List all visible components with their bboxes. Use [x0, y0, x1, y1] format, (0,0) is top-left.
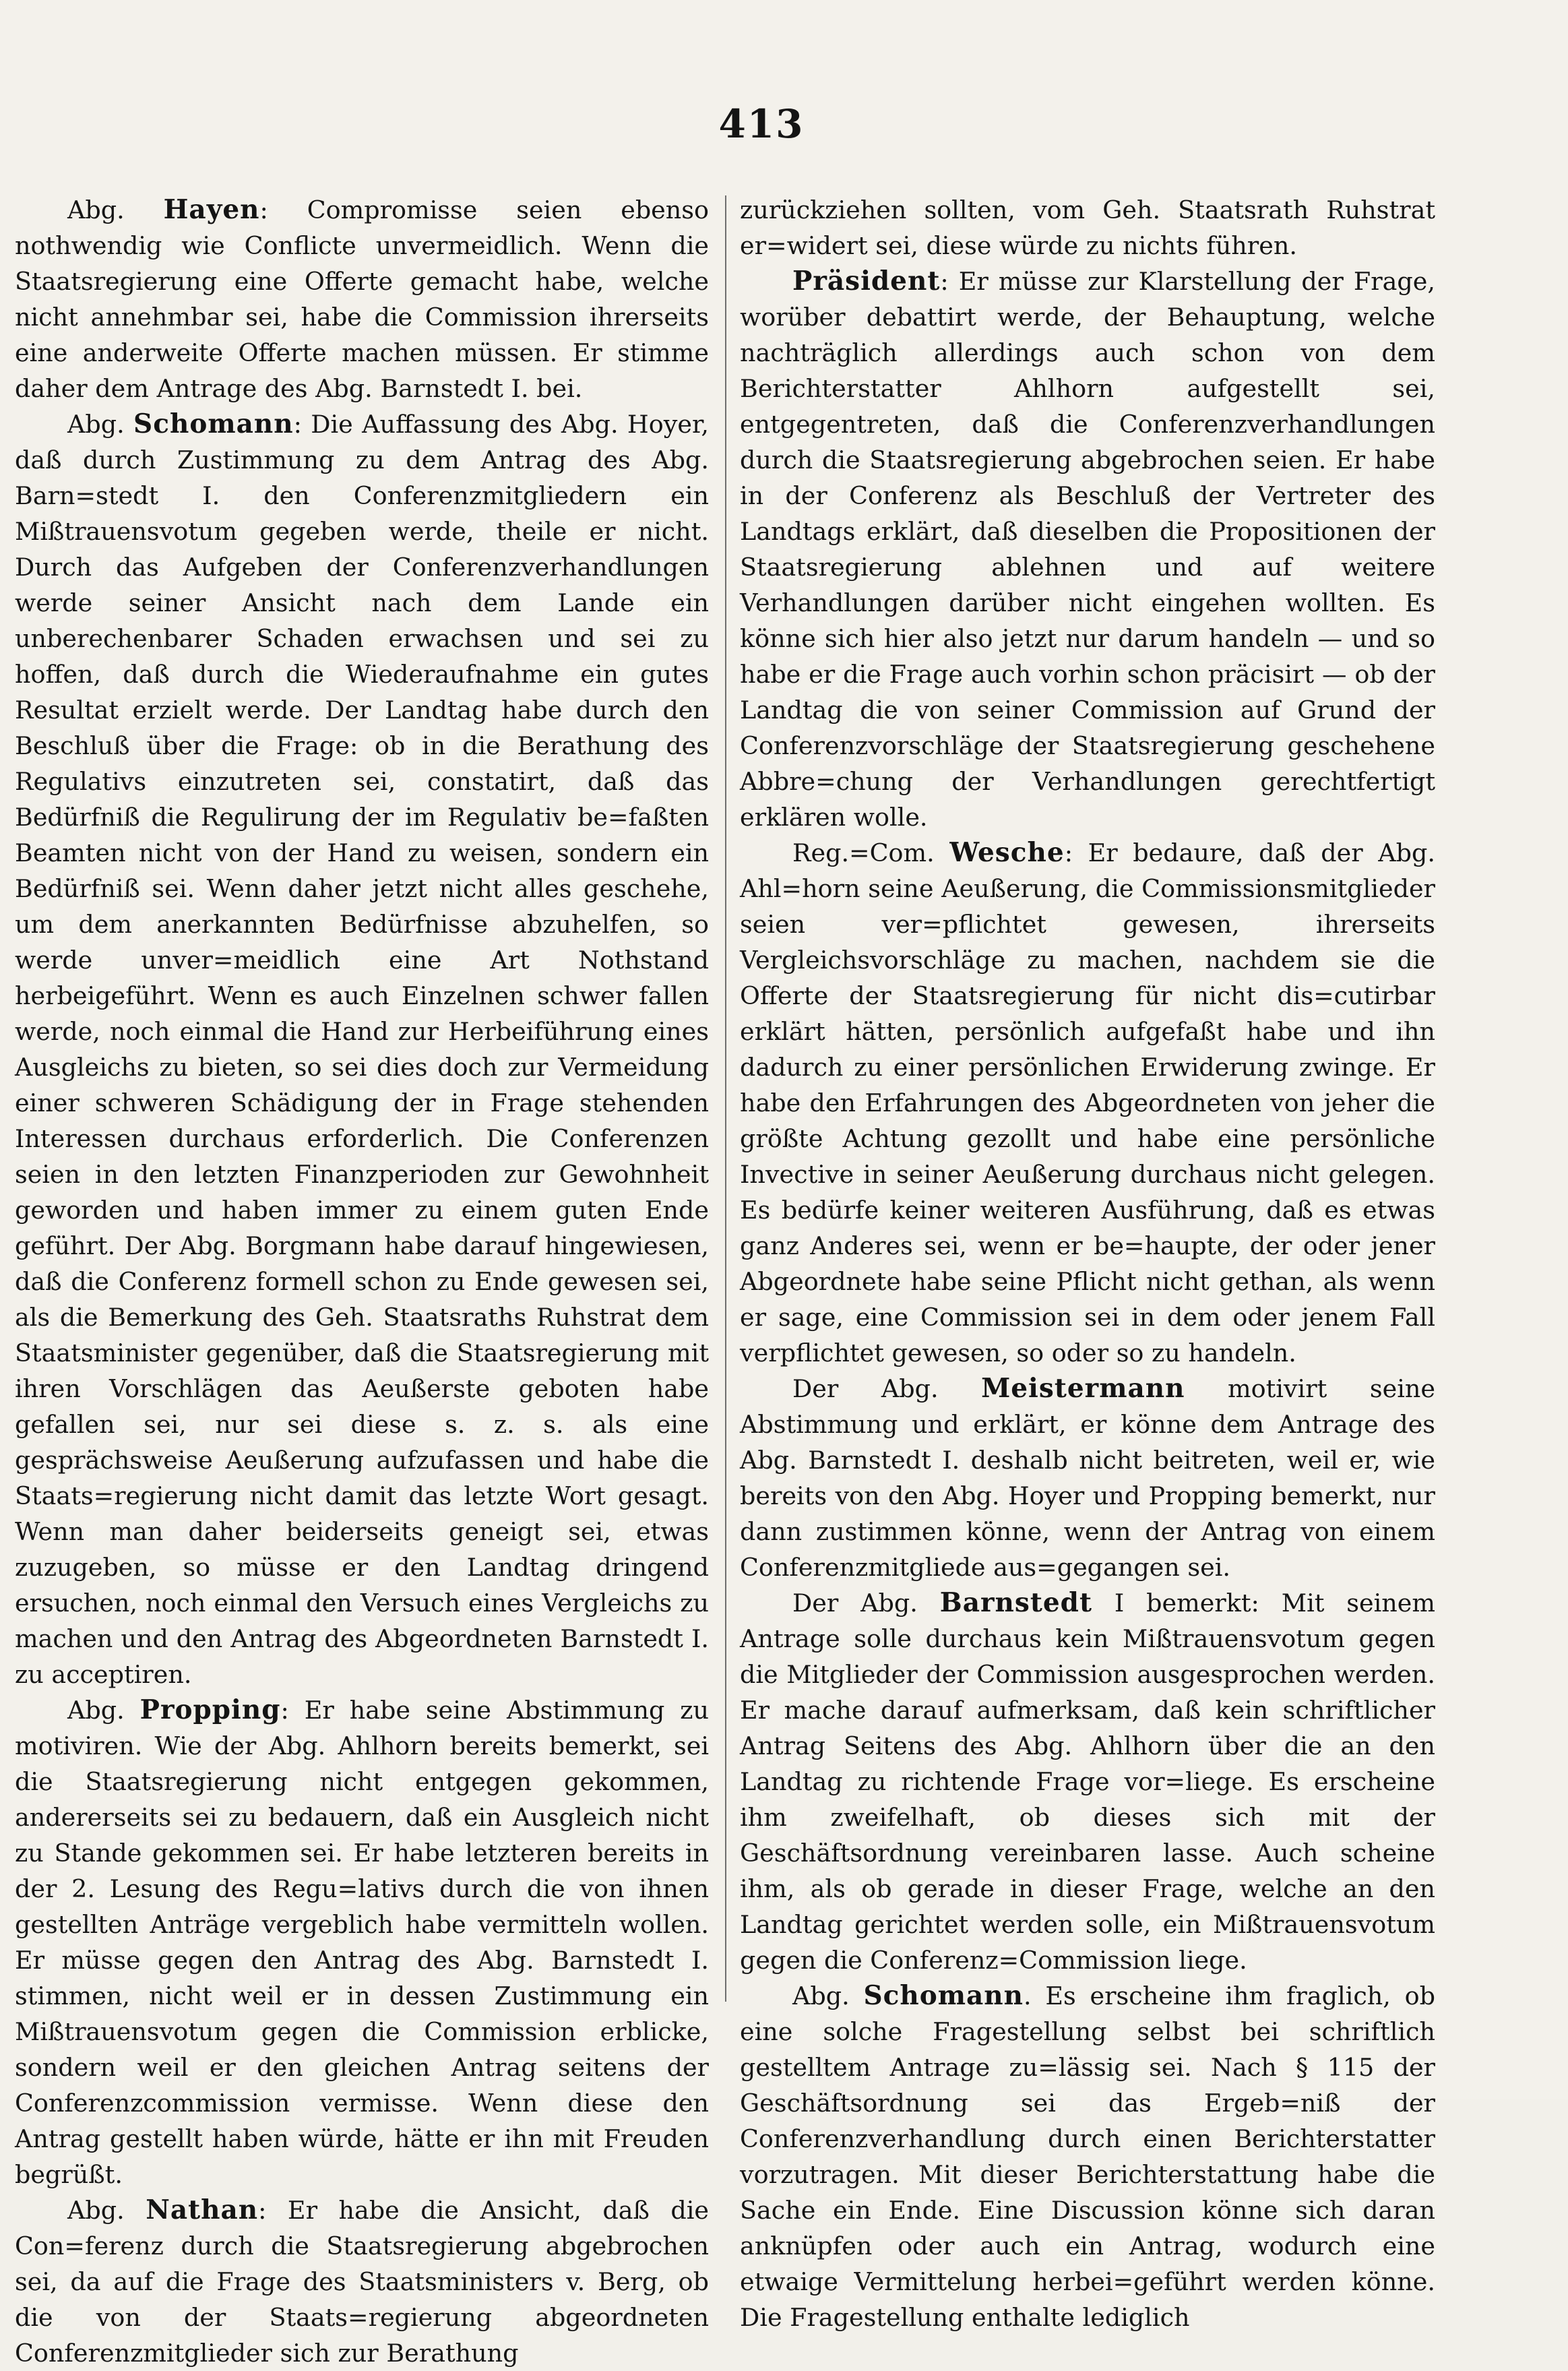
paragraph-text: : Er bedaure, daß der Abg. Ahl=horn seine Aeußerung, die Commissionsmitglieder seien ver=pflichtet gewesen, ihrerseits Vergleichsvorschläge zu machen, nachdem sie die Offerte der Staatsregierung für nicht dis=cutirbar erklärt hätten, persönlich aufgefaßt habe und ihn dadurch zu einer persönlichen Erwiderung zwinge. Er habe den Erfahrungen des Abgeordneten von jeher die größte Achtung gezollt und habe eine persönliche Invective in seiner Aeußerung durchaus nicht gelegen. Es bedürfe keiner weiteren Ausführung, daß es etwas ganz Anderes sei, wenn er be=haupte, der oder jener Abgeordnete habe seine Pflicht nicht gethan, als wenn er sage, eine Commission sei in dem oder jenem Fall verpflichtet gewesen, so oder so zu handeln. [740, 838, 1436, 1367]
speaker-prefix: Abg. [792, 1981, 864, 2010]
speaker-prefix: Abg. [67, 195, 164, 224]
paragraph-text: I bemerkt: Mit seinem Antrage solle durchaus kein Mißtrauensvotum gegen die Mitglieder der Commission ausgesprochen werden. Er mache darauf aufmerksam, daß kein schriftlicher Antrag Seitens des Abg. Ahlhorn über die an den Landtag zu richtende Frage vor=liege. Es erscheine ihm zweifelhaft, ob dieses sich mit der Geschäftsordnung vereinbaren lasse. Auch scheine ihm, als ob gerade in dieser Frage, welche an den Landtag gerichtet werden solle, ein Mißtrauensvotum gegen die Conferenz=Commission liege. [740, 1589, 1435, 1975]
paragraph-text: : Die Auffassung des Abg. Hoyer, daß durch Zustimmung zu dem Antrag des Abg. Barn=stedt I. den Conferenzmitgliedern ein Mißtrauensvotum gegeben werde, theile er nicht. Durch das Aufgeben der Conferenzverhandlungen werde seiner Ansicht nach dem Lande ein unberechenbarer Schaden erwachsen und sei zu hoffen, daß durch die Wiederaufnahme ein gutes Resultat erzielt werde. Der Landtag habe durch den Beschluß über die Frage: ob in die Berathung des Regulativs einzutreten sei, constatirt, daß das Bedürfniß die Regulirung der im Regulativ be=faßten Beamten nicht von der Hand zu weisen, sondern ein Bedürfniß sei. Wenn daher jetzt nicht alles geschehe, um dem anerkannten Bedürfnisse abzuhelfen, so werde unver=meidlich eine Art Nothstand herbeigeführt. Wenn es auch Einzelnen schwer fallen werde, noch einmal die Hand zur Herbeiführung eines Ausgleichs zu bieten, so sei dies doch zur Vermeidung einer schweren Schädigung der in Frage stehenden Interessen durchaus erforderlich. Die Conferenzen seien in den letzten Finanzperioden zur Gewohnheit geworden und haben immer zu einem guten Ende geführt. Der Abg. Borgmann habe darauf hingewiesen, daß die Conferenz formell schon zu Ende gewesen sei, als die Bemerkung des Geh. Staatsraths Ruhstrat dem Staatsminister gegenüber, daß die Staatsregierung mit ihren Vorschlägen das Aeußerste geboten habe gefallen sei, nur sei diese s. z. s. als eine gesprächsweise Aeußerung aufzufassen und habe die Staats=regierung nicht damit das letzte Wort gesagt. Wenn man daher beiderseits geneigt sei, etwas zuzugeben, so müsse er den Landtag dringend ersuchen, noch einmal den Versuch eines Vergleichs zu machen und den Antrag des Abgeordneten Barnstedt I. zu acceptiren. [15, 410, 709, 1689]
paragraph-text: zurückziehen sollten, vom Geh. Staatsrath Ruhstrat er=widert sei, diese würde zu nichts führen. [740, 195, 1435, 260]
paragraph-text: : Er habe die Ansicht, daß die Con=ferenz durch die Staatsregierung abgebrochen sei, da auf die Frage des Staatsministers v. Berg, ob die von der Staats=regierung abgeordneten Conferenzmitglieder sich zur Berathung [15, 2196, 710, 2368]
speaker-prefix: Abg. [67, 2196, 146, 2225]
speaker-prefix: Der Abg. [792, 1374, 982, 1403]
paragraph-propping [15, 1692, 709, 2192]
paragraph-hayen [15, 192, 709, 406]
page-number: 413 [718, 101, 805, 147]
paragraph-wesche [740, 835, 1435, 1371]
speaker-name: Wesche [949, 837, 1065, 868]
paragraph-meistermann [740, 1371, 1435, 1585]
paragraph-text: : Er müsse zur Klarstellung der Frage, worüber debattirt werde, der Behauptung, welche nachträglich allerdings auch schon von dem Berichterstatter Ahlhorn aufgestellt sei, entgegentreten, daß die Conferenzverhandlungen durch die Staatsregierung abgebrochen seien. Er habe in der Conferenz als Beschluß der Vertreter des Landtags erklärt, daß dieselben die Propositionen der Staatsregierung ablehnen und auf weitere Verhandlungen darüber nicht eingehen wollten. Es könne sich hier also jetzt nur darum handeln — und so habe er die Frage auch vorhin schon präcisirt — ob der Landtag die von seiner Commission auf Grund der Conferenzvorschläge der Staatsregierung geschehene Abbre=chung der Verhandlungen gerechtfertigt erklären wolle. [740, 267, 1435, 832]
speaker-name: Hayen [163, 194, 260, 225]
paragraph-schomann-2 [740, 1978, 1435, 2335]
speaker-prefix: Der Abg. [792, 1589, 940, 1618]
paragraph-schomann [15, 406, 709, 1692]
speaker-name: Schomann [133, 408, 294, 439]
paragraph-text: : Er habe seine Abstimmung zu motiviren. Wie der Abg. Ahlhorn bereits bemerkt, sei die Staatsregierung nicht entgegen gekommen, andererseits sei zu bedauern, daß ein Ausgleich nicht zu Stande gekommen sei. Er habe letzteren bereits in der 2. Lesung des Regu=lativs durch die von ihnen gestellten Anträge vergeblich habe vermitteln wollen. Er müsse gegen den Antrag des Abg. Barnstedt I. stimmen, nicht weil er in dessen Zustimmung ein Mißtrauensvotum gegen die Commission erblicke, sondern weil er den gleichen Antrag seitens der Conferenzcommission vermisse. Wenn diese den Antrag gestellt haben würde, hätte er ihn mit Freuden begrüßt. [15, 1696, 709, 2189]
speaker-name: Meistermann [981, 1373, 1185, 1404]
speaker-name: Propping [139, 1694, 281, 1725]
paragraph-barnstedt [740, 1585, 1435, 1978]
speaker-prefix: Abg. [67, 410, 134, 439]
paragraph-text: : Compromisse seien ebenso nothwendig wie Conflicte unvermeidlich. Wenn die Staatsregierung eine Offerte gemacht habe, welche nicht annehmbar sei, habe die Commission ihrerseits eine anderweite Offerte machen müssen. Er stimme daher dem Antrage des Abg. Barnstedt I. bei. [15, 195, 709, 403]
speaker-name: Barnstedt [939, 1587, 1092, 1618]
paragraph-text: . Es erscheine ihm fraglich, ob eine solche Fragestellung selbst bei schriftlich gestelltem Antrage zu=lässig sei. Nach § 115 der Geschäftsordnung sei das Ergeb=niß der Conferenzverhandlung durch einen Berichterstatter vorzutragen. Mit dieser Berichterstattung habe die Sache ein Ende. Eine Discussion könne sich daran anknüpfen oder auch ein Antrag, wodurch eine etwaige Vermittelung herbei=geführt werden könne. Die Fragestellung enthalte lediglich [740, 1981, 1435, 2332]
speaker-name: Schomann [863, 1980, 1024, 2011]
left-column [15, 192, 709, 2371]
speaker-prefix: Reg.=Com. [792, 838, 950, 867]
paragraph-text: motivirt seine Abstimmung und erklärt, er könne dem Antrage des Abg. Barnstedt I. deshalb nicht beitreten, weil er, wie bereits von den Abg. Hoyer und Propping bemerkt, nur dann zustimmen könne, wenn der Antrag von einem Conferenzmitgliede aus=gegangen sei. [740, 1374, 1435, 1582]
paragraph-praesident [740, 264, 1435, 835]
paragraph-nathan [15, 2192, 709, 2371]
paragraph-continuation [740, 192, 1435, 264]
speaker-prefix: Abg. [67, 1696, 140, 1725]
speaker-name: Präsident [792, 266, 941, 297]
column-divider [725, 195, 726, 2002]
speaker-name: Nathan [146, 2194, 259, 2225]
right-column [740, 192, 1435, 2335]
